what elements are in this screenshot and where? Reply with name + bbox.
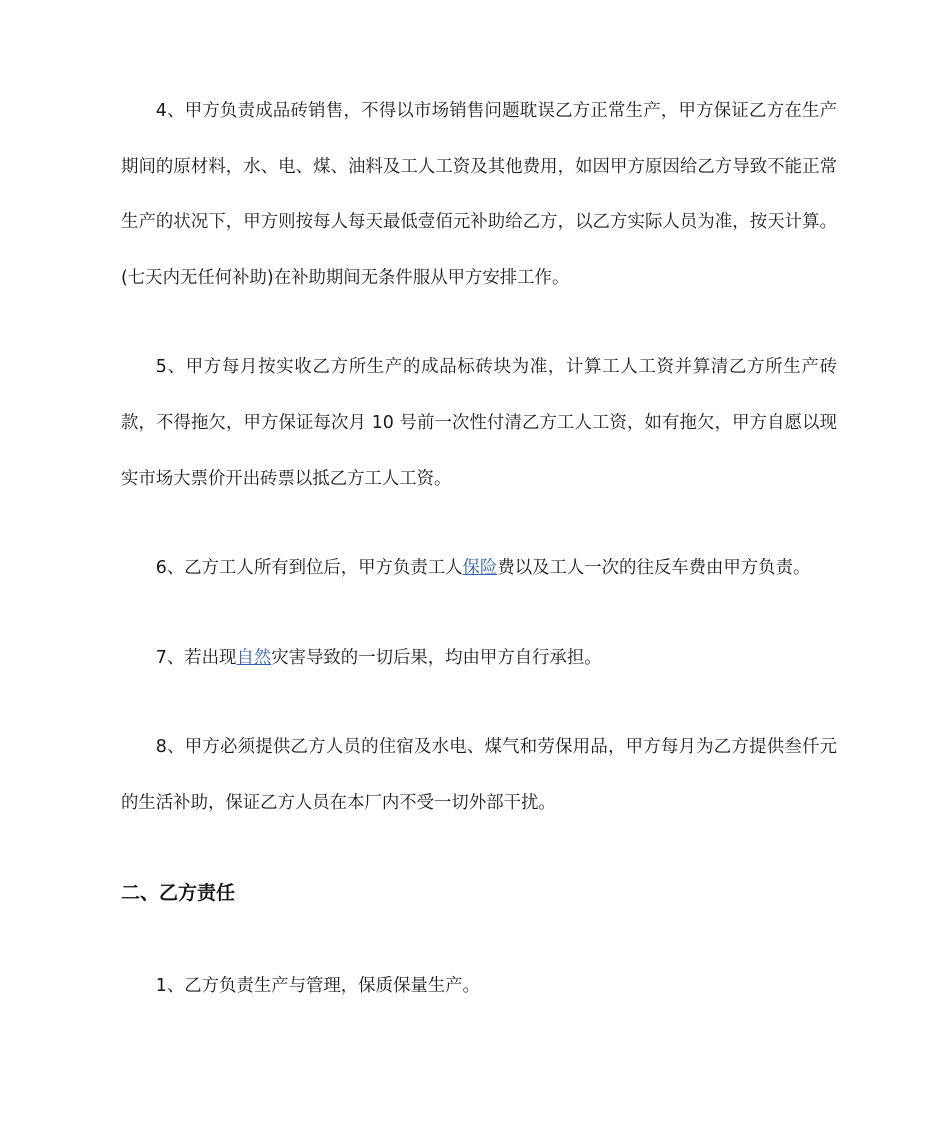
clause-4: 4、甲方负责成品砖销售，不得以市场销售问题耽误乙方正常生产，甲方保证乙方在生产期间的原材料，水、电、煤、油料及工人工资及其他费用，如因甲方原因给乙方导致不能正常生产的状况下，甲方则按每人每天最低壹佰元补助给乙方，以乙方实际人员为准，按天计算。(七天内无任何补助)在补助期间无条件服从甲方安排工作。 [121,101,837,288]
clause-6-text-before: 6、乙方工人所有到位后，甲方负责工人 [155,558,463,579]
clause-8: 8、甲方必须提供乙方人员的住宿及水电、煤气和劳保用品，甲方每月为乙方提供叁仟元的生活补助，保证乙方人员在本厂内不受一切外部干扰。 [121,737,837,813]
section-heading-party-b: 二、乙方责任 [121,881,236,904]
clause-6-text-after: 费以及工人一次的往反车费由甲方负责。 [497,558,811,579]
party-b-clause-1: 1、乙方负责生产与管理，保质保量生产。 [155,976,480,997]
clause-7-text-before: 7、若出现 [155,647,237,668]
clause-7 [121,631,837,687]
insurance-link[interactable]: 保险 [462,558,498,579]
document-page [121,84,837,1015]
clause-6 [121,541,837,597]
clause-5: 5、甲方每月按实收乙方所生产的成品标砖块为准，计算工人工资并算清乙方所生产砖款，不得拖欠，甲方保证每次月 10 号前一次性付清乙方工人工资，如有拖欠，甲方自愿以现实市场大票价开出砖票以抵乙方工人工资。 [121,357,837,489]
clause-7-text-after: 灾害导致的一切后果，均由甲方自行承担。 [271,647,602,668]
nature-link[interactable]: 自然 [236,647,272,668]
